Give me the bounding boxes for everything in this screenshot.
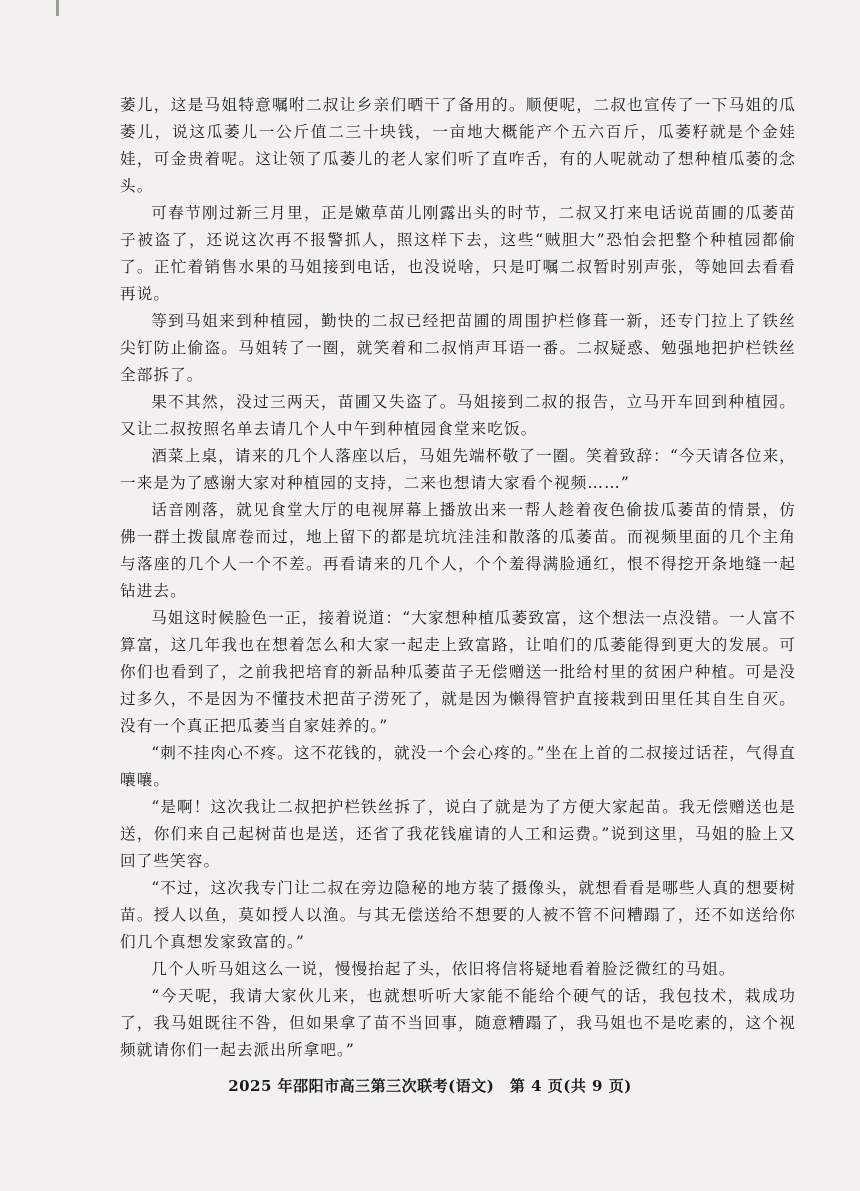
scan-mark — [56, 0, 59, 16]
paragraph: “是啊！这次我让二叔把护栏铁丝拆了，说白了就是为了方便大家起苗。我无偿赠送也是送，你们来自己起树苗也是送，还省了我花钱雇请的人工和运费。”说到这里，马姐的脸上又回了些笑容。 — [120, 798, 796, 870]
paragraph: 酒菜上桌，请来的几个人落座以后，马姐先端杯敬了一圈。笑着致辞：“今天请各位来，一来是为了感谢大家对种植园的支持，二来也想请大家看个视频……” — [120, 447, 796, 492]
paragraph: 话音刚落，就见食堂大厅的电视屏幕上播放出来一帮人趁着夜色偷拔瓜萎苗的情景，仿佛一群土拨鼠席卷而过，地上留下的都是坑坑洼洼和散落的瓜萎苗。而视频里面的几个主角与落座的几个人一个不差。再看请来的几个人，个个羞得满脸通红，恨不得挖开条地缝一起钻进去。 — [120, 501, 796, 600]
article-body — [120, 92, 796, 1064]
paragraph: 萎儿，这是马姐特意嘱咐二叔让乡亲们晒干了备用的。顺便呢，二叔也宣传了一下马姐的瓜萎儿，说这瓜萎儿一公斤值二三十块钱，一亩地大概能产个五六百斤，瓜萎籽就是个金娃娃，可金贵着呢。这让领了瓜萎儿的老人家们听了直咋舌，有的人呢就动了想种植瓜萎的念头。 — [120, 96, 796, 195]
page-footer: 2025 年邵阳市高三第三次联考(语文) 第 4 页(共 9 页) — [228, 1077, 632, 1095]
paragraph: 等到马姐来到种植园，勤快的二叔已经把苗圃的周围护栏修葺一新，还专门拉上了铁丝尖钉防止偷盗。马姐转了一圈，就笑着和二叔悄声耳语一番。二叔疑惑、勉强地把护栏铁丝全部拆了。 — [120, 312, 796, 384]
paragraph: 果不其然，没过三两天，苗圃又失盗了。马姐接到二叔的报告，立马开车回到种植园。又让二叔按照名单去请几个人中午到种植园食堂来吃饭。 — [120, 393, 796, 438]
paragraph: “不过，这次我专门让二叔在旁边隐秘的地方装了摄像头，就想看看是哪些人真的想要树苗。授人以鱼，莫如授人以渔。与其无偿送给不想要的人被不管不问糟蹋了，还不如送给你们几个真想发家致富的。” — [120, 879, 796, 951]
paragraph: “今天呢，我请大家伙儿来，也就想听听大家能不能给个硬气的话，我包技术，栽成功了，我马姐既往不咎，但如果拿了苗不当回事，随意糟蹋了，我马姐也不是吃素的，这个视频就请你们一起去派出所拿吧。” — [120, 987, 796, 1059]
paragraph: “刺不挂肉心不疼。这不花钱的，就没一个会心疼的。”坐在上首的二叔接过话茬，气得直嚷嚷。 — [120, 744, 796, 789]
paragraph: 几个人听马姐这么一说，慢慢抬起了头，依旧将信将疑地看着脸泛微红的马姐。 — [151, 960, 736, 978]
paragraph: 马姐这时候脸色一正，接着说道：“大家想种植瓜萎致富，这个想法一点没错。一人富不算富，这几年我也在想着怎么和大家一起走上致富路，让咱们的瓜萎能得到更大的发展。可你们也看到了，之前我把培育的新品种瓜萎苗子无偿赠送一批给村里的贫困户种植。可是没过多久，不是因为不懂技术把苗子涝死了，就是因为懒得管护直接栽到田里任其自生自灭。没有一个真正把瓜萎当自家娃养的。” — [120, 609, 796, 735]
paragraph: 可春节刚过新三月里，正是嫩草苗儿刚露出头的时节，二叔又打来电话说苗圃的瓜萎苗子被盗了，还说这次再不报警抓人，照这样下去，这些“贼胆大”恐怕会把整个种植园都偷了。正忙着销售水果的马姐接到电话，也没说啥，只是叮嘱二叔暂时别声张，等她回去看看再说。 — [120, 204, 796, 303]
